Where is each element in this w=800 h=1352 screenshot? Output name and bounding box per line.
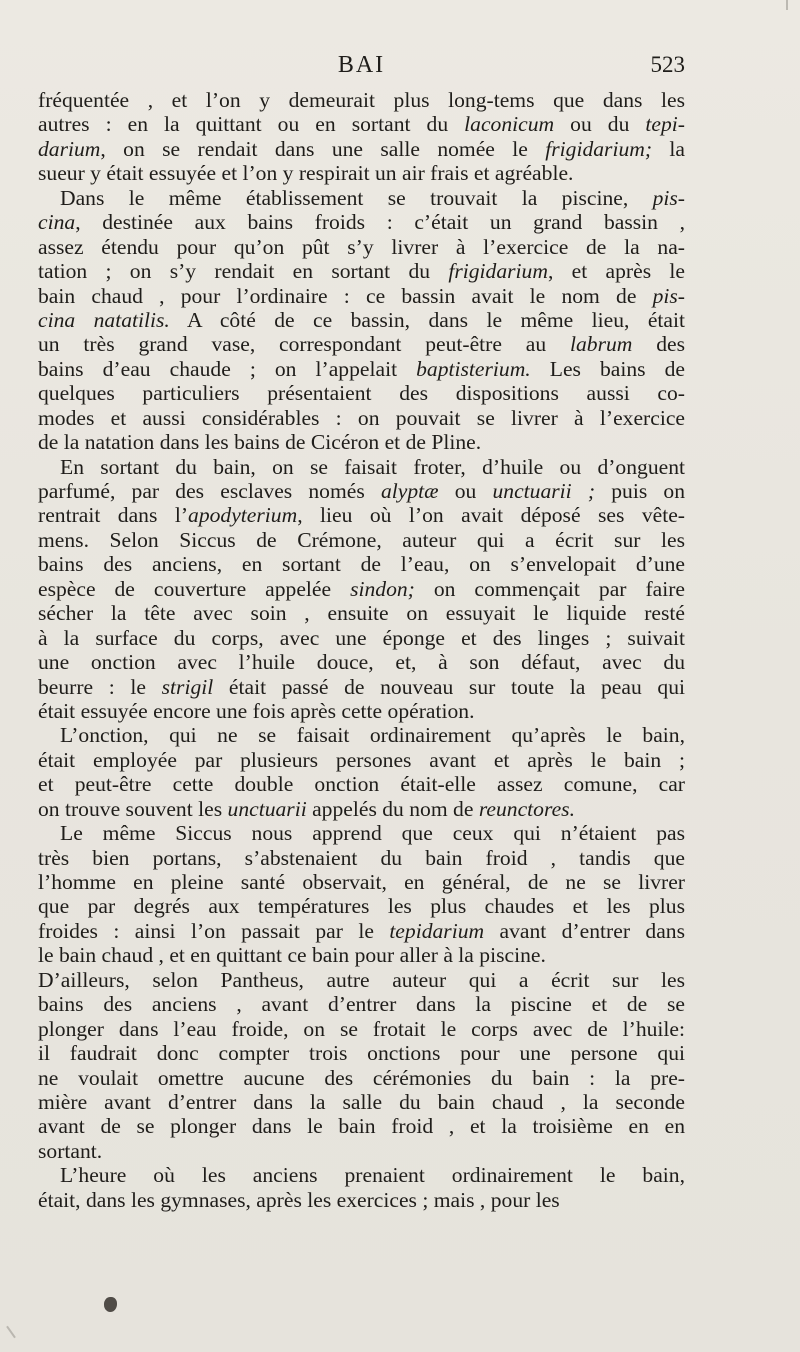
- text-line: [38, 577, 685, 601]
- italic-term: cina natatilis.: [38, 307, 170, 332]
- italic-term: pis-: [652, 185, 685, 210]
- text-line: [38, 772, 685, 796]
- text-run: très bien portans, s’abstenaient du bain froid , tandis que: [38, 845, 685, 870]
- text-line: [38, 1139, 685, 1163]
- text-run: tation ; on s’y rendait en sortant du: [38, 259, 449, 284]
- text-run: bain chaud , pour l’ordinaire : ce bassin avait le nom de: [38, 283, 653, 308]
- text-line: [38, 797, 685, 821]
- text-run: bains d’eau chaude ; on l’appelait: [38, 356, 417, 381]
- text-run: avant d’entrer dans: [484, 918, 685, 943]
- text-run: on trouve souvent les: [38, 796, 228, 821]
- text-run: Le même Siccus nous apprend que ceux qui n’étaient pas: [60, 821, 685, 846]
- text-run: autres : en la quittant ou en sortant du: [38, 112, 465, 137]
- text-run: quelques particuliers présentaient des dispositions aussi co-: [38, 381, 685, 406]
- text-line: [38, 357, 685, 381]
- text-run: froides : ainsi l’on passait par le: [38, 918, 390, 943]
- text-line: [38, 112, 685, 136]
- ink-stain: [104, 1297, 117, 1312]
- text-run: bains des anciens, en sortant de l’eau, on s’envelopait d’une: [38, 552, 685, 577]
- text-line: [38, 210, 685, 234]
- text-run: sécher la tête avec soin , ensuite on essuyait le liquide resté: [38, 601, 685, 626]
- italic-term: laconicum: [464, 112, 555, 137]
- italic-term: reunctores.: [478, 796, 575, 821]
- text-line: [38, 1163, 685, 1187]
- text-run: et peut-être cette double onction était-elle assez comune, car: [38, 772, 685, 797]
- text-run: que par degrés aux températures les plus chaudes et les plus: [38, 894, 685, 919]
- text-line: [38, 406, 685, 430]
- text-run: mière avant d’entrer dans la salle du bain chaud , la seconde: [38, 1089, 685, 1114]
- text-run: beurre : le: [38, 674, 162, 699]
- italic-term: darium: [38, 136, 101, 161]
- text-run: le bain chaud , et en quittant ce bain pour aller à la piscine.: [38, 943, 546, 968]
- text-line: [38, 723, 685, 747]
- text-line: [38, 455, 685, 479]
- text-run: sueur y était essuyée et l’on y respirait un air frais et agréable.: [38, 161, 574, 186]
- italic-term: baptisterium.: [416, 356, 531, 381]
- text-run: était passé de nouveau sur toute la peau qui: [213, 674, 685, 699]
- text-line: [38, 1188, 685, 1212]
- text-run: D’ailleurs, selon Pantheus, autre auteur qui a écrit sur les: [38, 967, 685, 992]
- text-line: [38, 1041, 685, 1065]
- text-line: [38, 699, 685, 723]
- text-run: , et après le: [547, 259, 685, 284]
- text-line: [38, 1114, 685, 1138]
- italic-term: unctuarii ;: [492, 479, 596, 503]
- page-number: 523: [650, 52, 685, 77]
- text-line: [38, 1066, 685, 1090]
- text-run: à la surface du corps, avec une éponge et des linges ; suivait: [38, 625, 685, 650]
- italic-term: alyptæ: [380, 479, 439, 503]
- text-line: [38, 601, 685, 625]
- text-line: [38, 479, 685, 503]
- text-line: [38, 381, 685, 405]
- italic-term: tepidarium: [389, 918, 485, 943]
- text-line: [38, 430, 685, 454]
- text-run: une onction avec l’huile douce, et, à son défaut, avec du: [38, 650, 685, 675]
- text-run: mens. Selon Siccus de Crémone, auteur qui a écrit sur les: [38, 527, 685, 552]
- italic-term: unctuarii: [227, 796, 307, 821]
- text-run: était, dans les gymnases, après les exercices ; mais , pour les: [38, 1187, 560, 1212]
- text-line: [38, 235, 685, 259]
- text-run: bains des anciens , avant d’entrer dans la piscine et de se: [38, 992, 685, 1017]
- text-line: [38, 1090, 685, 1114]
- page-edge-mark: [786, 0, 788, 10]
- text-run: sortant.: [38, 1138, 103, 1163]
- text-line: [38, 919, 685, 943]
- text-line: [38, 748, 685, 772]
- text-run: L’onction, qui ne se faisait ordinairement qu’après le bain,: [60, 723, 685, 748]
- text-run: L’heure où les anciens prenaient ordinairement le bain,: [60, 1163, 685, 1188]
- text-line: [38, 626, 685, 650]
- text-run: plonger dans l’eau froide, on se frotait le corps avec de l’huile:: [38, 1016, 685, 1041]
- text-run: parfumé, par des esclaves només: [38, 479, 381, 503]
- text-line: [38, 1017, 685, 1041]
- text-line: [38, 943, 685, 967]
- text-run: modes et aussi considérables : on pouvait se livrer à l’exercice: [38, 405, 685, 430]
- text-run: ou: [438, 479, 493, 503]
- text-run: était employée par plusieurs persones avant et après le bain ;: [38, 747, 685, 772]
- italic-term: pis-: [652, 283, 685, 308]
- text-run: appelés du nom de: [306, 796, 479, 821]
- italic-term: frigidarium;: [545, 136, 653, 161]
- text-run: , destinée aux bains froids : c’était un grand bassin ,: [75, 210, 685, 235]
- italic-term: strigil: [161, 674, 214, 699]
- text-line: [38, 552, 685, 576]
- text-run: ne voulait omettre aucune des cérémonies du bain : la pre-: [38, 1065, 685, 1090]
- text-run: était essuyée encore une fois après cette opération.: [38, 698, 475, 723]
- text-run: assez étendu pour qu’on pût s’y livrer à l’exercice de la na-: [38, 234, 685, 259]
- page-header: [38, 52, 685, 86]
- text-line: [38, 821, 685, 845]
- text-run: un très grand vase, correspondant peut-être au: [38, 332, 570, 357]
- text-line: [38, 503, 685, 527]
- text-run: la: [652, 136, 685, 161]
- text-line: [38, 675, 685, 699]
- text-run: puis on: [595, 479, 686, 503]
- italic-term: sindon;: [350, 576, 415, 601]
- text-line: [38, 284, 685, 308]
- text-line: [38, 186, 685, 210]
- text-line: [38, 161, 685, 185]
- running-head: BAI: [337, 52, 386, 78]
- text-run: En sortant du bain, on se faisait froter, d’huile ou d’onguent: [60, 454, 685, 479]
- text-line: [38, 846, 685, 870]
- italic-term: cina: [38, 210, 76, 235]
- text-run: , on se rendait dans une salle nomée le: [100, 136, 546, 161]
- text-run: l’homme en pleine santé observait, en général, de ne se livrer: [38, 870, 685, 894]
- text-run: Dans le même établissement se trouvait la piscine,: [60, 185, 653, 210]
- text-line: [38, 88, 685, 112]
- text-run: ou du: [554, 112, 646, 137]
- page-edge-mark: [6, 1326, 16, 1339]
- italic-term: apodyterium: [188, 503, 298, 528]
- text-line: [38, 528, 685, 552]
- text-line: [38, 992, 685, 1016]
- text-run: on commençait par faire: [414, 576, 685, 601]
- text-run: A côté de ce bassin, dans le même lieu, était: [169, 307, 686, 332]
- text-run: Les bains de: [530, 356, 685, 381]
- italic-term: frigidarium: [448, 259, 548, 284]
- text-run: fréquentée , et l’on y demeurait plus long-tems que dans les: [38, 88, 685, 112]
- text-line: [38, 968, 685, 992]
- italic-term: labrum: [569, 332, 633, 357]
- text-run: il faudrait donc compter trois onctions pour une persone qui: [38, 1041, 685, 1066]
- text-run: , lieu où l’on avait déposé ses vête-: [297, 503, 685, 528]
- text-line: [38, 870, 685, 894]
- text-run: rentrait dans l’: [38, 503, 189, 528]
- text-run: avant de se plonger dans le bain froid , et la troisième en en: [38, 1114, 685, 1139]
- text-run: espèce de couverture appelée: [38, 576, 351, 601]
- text-line: [38, 894, 685, 918]
- text-run: de la natation dans les bains de Cicéron et de Pline.: [38, 430, 482, 455]
- text-line: [38, 259, 685, 283]
- text-run: des: [632, 332, 685, 357]
- text-line: [38, 332, 685, 356]
- text-line: [38, 308, 685, 332]
- text-line: [38, 650, 685, 674]
- text-line: [38, 137, 685, 161]
- body-text: [38, 88, 685, 1212]
- italic-term: tepi-: [645, 112, 685, 137]
